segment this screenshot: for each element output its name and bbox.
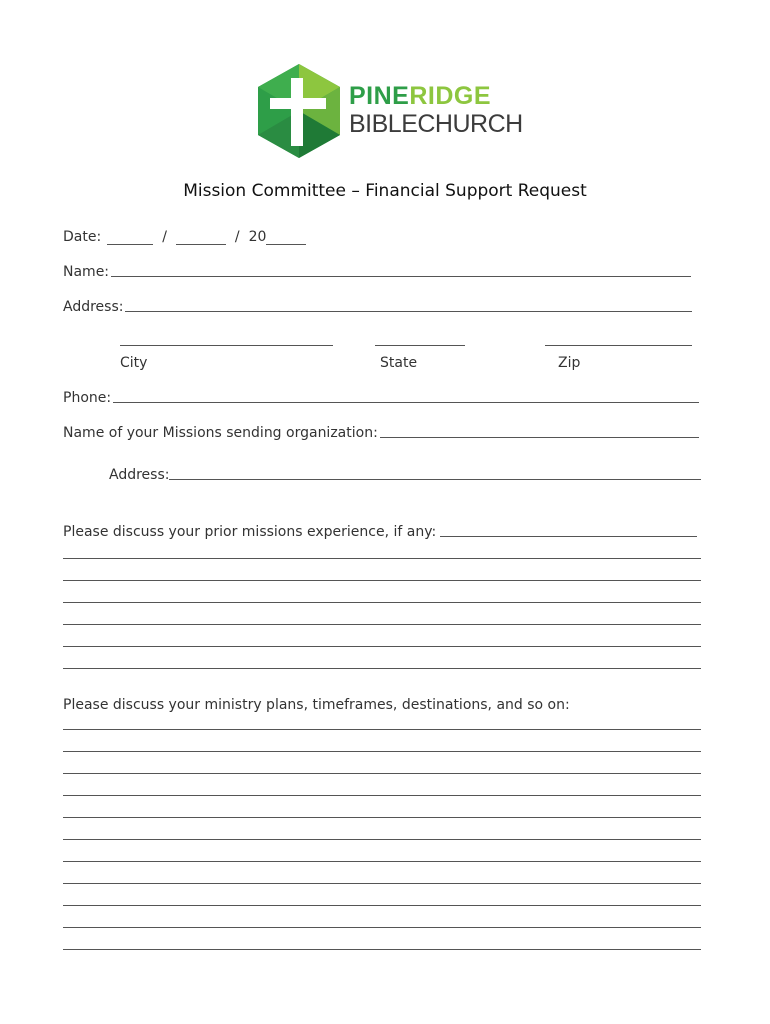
ministry-plans-line[interactable]	[63, 927, 701, 928]
date-label: Date:	[63, 229, 102, 245]
organization-label: Name of your Missions sending organization:	[63, 425, 378, 441]
organization-address-label: Address:	[109, 467, 170, 483]
church-logo	[256, 62, 523, 160]
zip-label: Zip	[558, 355, 581, 371]
ministry-plans-line[interactable]	[63, 795, 701, 796]
ministry-plans-line[interactable]	[63, 751, 701, 752]
prior-experience-line[interactable]	[63, 668, 701, 669]
city-field[interactable]	[120, 345, 333, 346]
organization-address-field[interactable]	[169, 478, 701, 480]
form-title: Mission Committee – Financial Support Request	[183, 181, 587, 201]
date-year-prefix: 20	[248, 229, 267, 245]
phone-row	[63, 390, 699, 406]
prior-experience-row	[63, 524, 697, 540]
prior-experience-line[interactable]	[63, 624, 701, 625]
ministry-plans-line[interactable]	[63, 839, 701, 840]
organization-address-row	[109, 467, 701, 483]
state-label: State	[380, 355, 418, 371]
prior-experience-label: Please discuss your prior missions experience, if any:	[63, 524, 437, 540]
organization-row	[63, 425, 699, 441]
prior-experience-line[interactable]	[63, 646, 701, 647]
prior-experience-line[interactable]	[63, 580, 701, 581]
brand-name-top	[349, 84, 491, 109]
ministry-plans-line[interactable]	[63, 729, 701, 730]
ministry-plans-line[interactable]	[63, 883, 701, 884]
state-field[interactable]	[375, 345, 465, 346]
city-label: City	[120, 355, 148, 371]
address-label: Address:	[63, 299, 124, 315]
ministry-plans-line[interactable]	[63, 773, 701, 774]
name-label: Name:	[63, 264, 110, 280]
prior-experience-line[interactable]	[63, 558, 701, 559]
date-year-field[interactable]	[266, 232, 306, 245]
ministry-plans-label: Please discuss your ministry plans, timeframes, destinations, and so on:	[63, 697, 570, 713]
ministry-plans-line[interactable]	[63, 861, 701, 862]
name-field[interactable]	[111, 275, 691, 277]
phone-label: Phone:	[63, 390, 112, 406]
date-month-field[interactable]	[107, 232, 153, 245]
brand-pine: PINE	[349, 82, 410, 110]
prior-experience-field[interactable]	[440, 535, 697, 537]
zip-field[interactable]	[545, 345, 692, 346]
hexagon-cross-icon	[256, 62, 342, 160]
date-row	[63, 229, 306, 245]
brand-bible: BIBLE	[349, 110, 418, 138]
prior-experience-line[interactable]	[63, 602, 701, 603]
ministry-plans-line[interactable]	[63, 905, 701, 906]
date-separator-1: /	[162, 229, 167, 245]
brand-name-bottom	[349, 112, 523, 137]
date-separator-2: /	[234, 229, 240, 245]
name-row	[63, 264, 691, 280]
ministry-plans-line[interactable]	[63, 949, 701, 950]
ministry-plans-line[interactable]	[63, 817, 701, 818]
address-field[interactable]	[125, 310, 692, 312]
brand-church: CHURCH	[417, 110, 523, 138]
date-day-field[interactable]	[176, 232, 226, 245]
address-row	[63, 299, 692, 315]
organization-field[interactable]	[380, 436, 699, 438]
brand-ridge: RIDGE	[409, 82, 492, 110]
phone-field[interactable]	[113, 401, 699, 403]
